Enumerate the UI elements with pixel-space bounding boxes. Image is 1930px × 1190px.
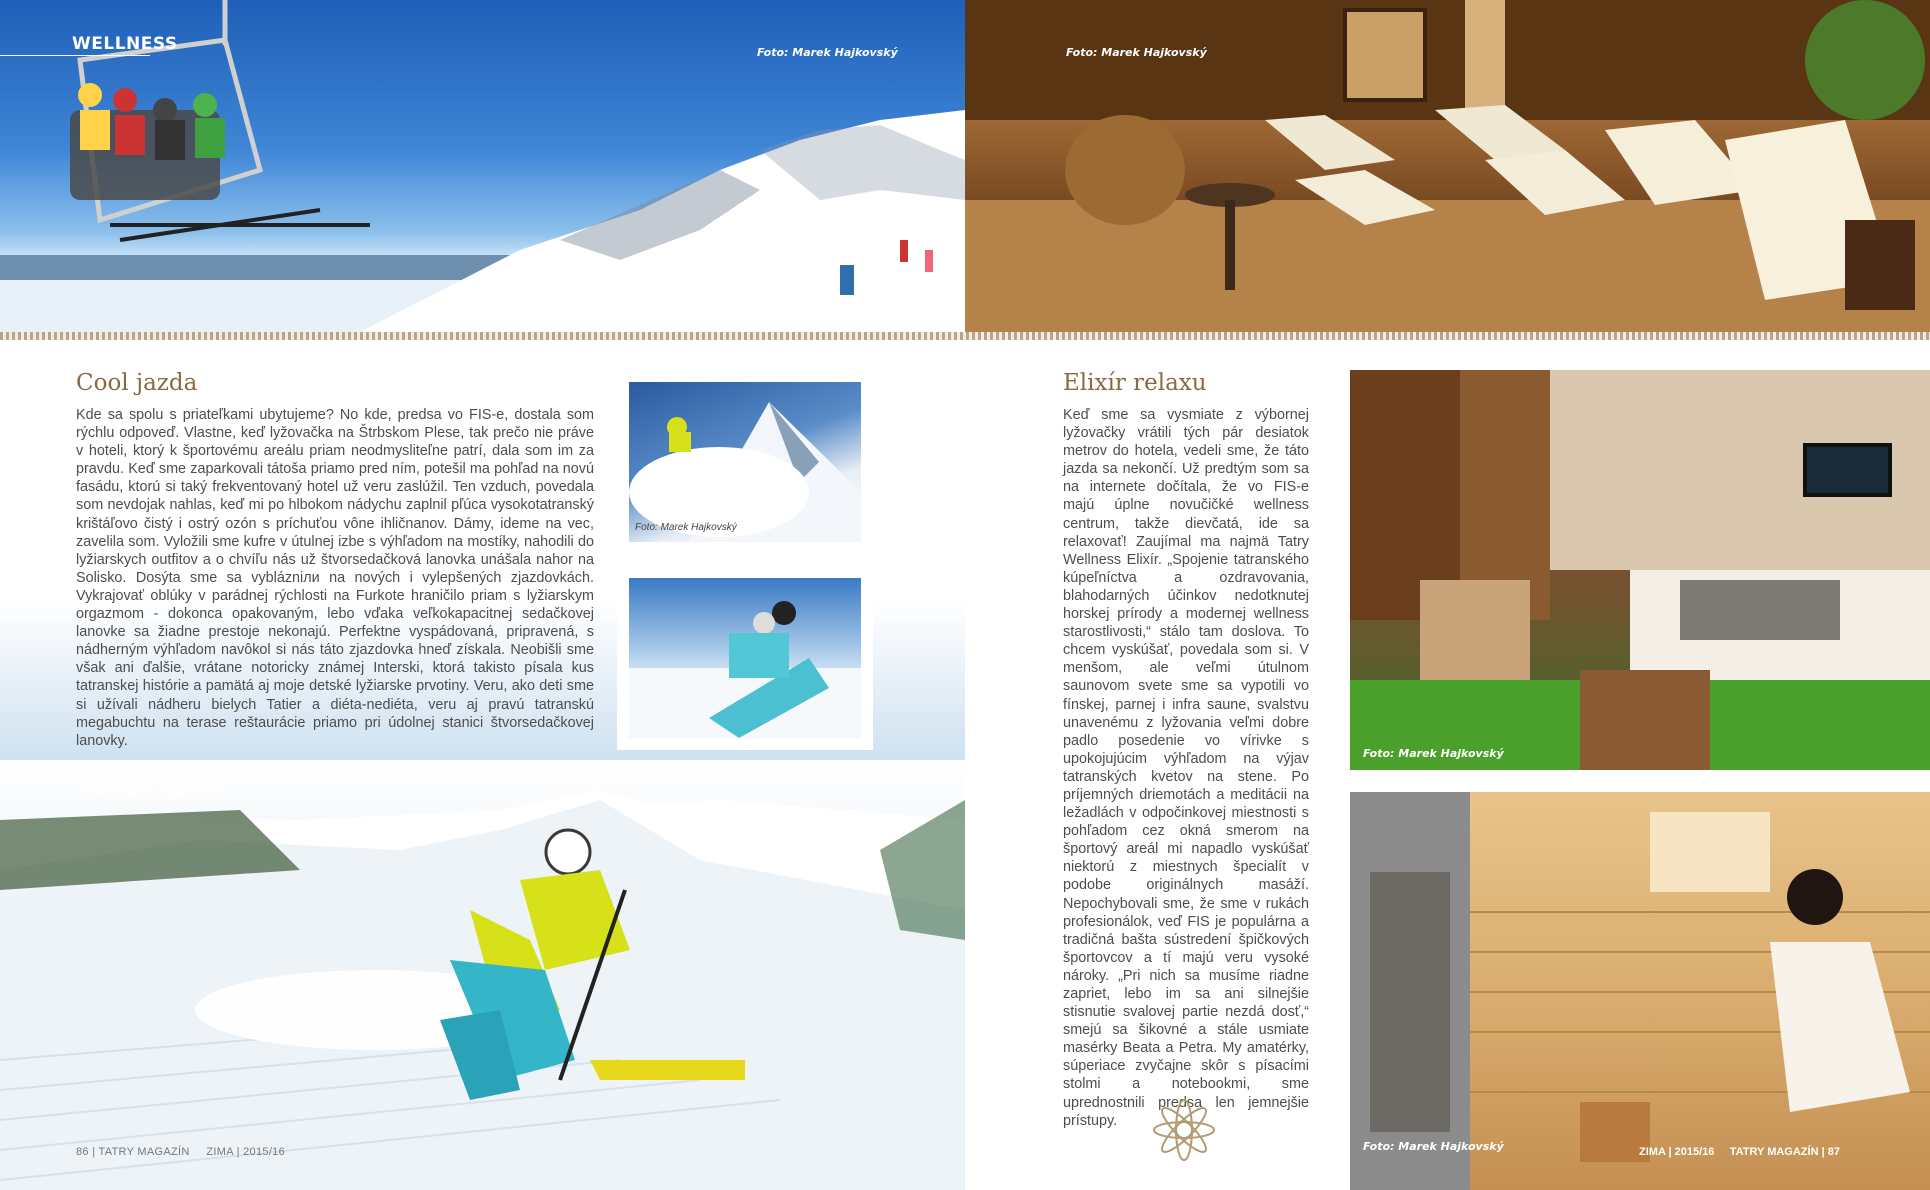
photo-credit: Foto: Marek Hajkovský (1363, 747, 1504, 760)
photo-credit: Foto: Marek Hajkovský (81, 785, 222, 798)
photo-freeride (629, 382, 861, 542)
page-number: 87 (1827, 1146, 1840, 1158)
photo-sun-lounger (629, 578, 861, 738)
article-title-elixir-relaxu: Elixír relaxu (1063, 370, 1207, 396)
issue-label: ZIMA | 2015/16 (206, 1146, 286, 1158)
photo-credit: Foto: Marek Hajkovský (1363, 1140, 1504, 1153)
sunbathing-scene (629, 578, 861, 738)
issue-label: ZIMA | 2015/16 (1639, 1146, 1715, 1158)
photo-sauna (1350, 792, 1930, 1190)
photo-skier (0, 760, 965, 1190)
inset-photos-frame (617, 370, 873, 750)
section-label: WELLNESS (72, 34, 178, 54)
photo-hotel-room (1350, 370, 1930, 770)
photo-credit: Foto: Marek Hajkovský (757, 46, 898, 59)
footer-right: ZIMA | 2015/16 TATRY MAGAZÍN | 87 (1639, 1146, 1840, 1158)
sauna-scene (1350, 792, 1930, 1190)
section-label-underline (0, 55, 150, 56)
freeride-scene (629, 382, 861, 542)
article-body-cool-jazda: Kde sa spolu s priateľkami ubytujeme? No kde, predsa vo FIS-e, dostala som rýchlu odpoveď. Vlastne, keď lyžovačka na Štrbskom Plese, tak prečo nie práve v hoteli, ktorý k športovému areálu priam neodmysliteľne patrí, dala som im za pravdu. Keď sme zaparkovali tátoša priamo pred ním, potešil ma pohľad na novú fasádu, ktorú si taký frekventovaný hotel už veru zaslúžil. Ten vzduch, povedala som nevdojak nahlas, keď mi po hlbokom nádychu zaplnil pľúca vysokotatranský krištáľovo čistý i ostrý ozón s príchuťou vône ihličnanov. Dámy, ideme na vec, zavelila som. Vyložili sme kufre v útulnej izbe s výhľadom na mostíky, nahodili do lyžiarskych outfitov a o chvíľu nás už štvorsedačková lanovka unášala nahor na Solisko. Dosýta sme sa vyblázniли na nových i vylepšených zjazdovkách. Vykrajovať oblúky v parádnej rýchlosti na Furkote hraničilo priam s lyžiarskym orgazmom - dokonca opakovaným, lebo vďaka veľkokapacitnej sedačkovej lanovke sa žiadne prestoje nekonajú. Perfektne vyspádovaná, pripravená, s nádherným výhľadom navôkol si nás táto zjazdovka hneď získala. Neobišli sme však ani ďalšie, vrátane notoricky známej Interski, ktorá takisto písala kus tatranskej histórie a pamätá aj moje detské lyžiarske prvotiny. Veru, ako deti sme si užívali nádheru bielych Tatier a diéta-nediéta, veru aj pravú tatranskú megabuchtu na terase reštaurácie priamo pri údolnej stanici štvorsedačkovej lanovky. (76, 407, 594, 749)
photo-chairlift (0, 0, 965, 332)
article-body-elixir-relaxu: Keď sme sa vysmiate z výbornej lyžovačky vrátili tých pár desiatok metrov do hotela, vedeli sme, že táto jazda sa nekončí. Už predtým som sa na internete dočítala, že vo FIS-e majú úplne novučičké wellness centrum, takže dievčatá, ide sa relaxovať! Zaujímal ma najmä Tatry Wellness Elixír. „Spojenie tatranského kúpeľníctva a ozdravovania, blahodarných účinkov nedotknutej horskej prírody a modernej wellness starostlivosti,“ stálo tam doslova. To chcem vyskúšať, povedala som si. V menšom, ale veľmi útulnom saunovom svete sme sa vypotili vo fínskej, parnej i infra saune, svalstvu unavenému z lyžovania veľmi dobre padlo posedenie vo vírivke s upokojujúcim výhľadom na výjav tatranských kvetov na stene. Po príjemných driemotách a meditácii na ležadlách v odpočinkovej miestnosti s pohľadom cez okná smerom na športový areál mi napadlo vyskúšať niektorú z miestnych špecialít v podobe originálnych masáží. Nepochybovali sme, že sme v rukách profesionálok, veď FIS je populárna a tradičná bašta sústredení špičkových športovcov a tí majú veru vysoké nároky. „Pri nich sa musíme riadne zapriet, lebo im sa ani silnejšie stisnutie svalovej partie nezdá dosť,“ smejú sa šikovné a stále usmiate masérky Beata a Petra. My amatérky, súperiace zvyčajne skôr s písacími stolmi a notebookmi, sme uprednostnili predsa len jemnejšie prístupy. (1063, 407, 1309, 1129)
edelweiss-icon (1144, 1090, 1224, 1170)
hotel-room-scene (1350, 370, 1930, 770)
magazine-name: TATRY MAGAZÍN (98, 1146, 190, 1158)
photo-credit: Foto: Marek Hajkovský (1066, 46, 1207, 59)
decorative-divider (0, 332, 1930, 340)
article-title-cool-jazda: Cool jazda (76, 370, 198, 396)
photo-credit: Foto: Marek Hajkovský (635, 522, 737, 533)
photo-relax-room (965, 0, 1930, 332)
footer-left: 86 | TATRY MAGAZÍN ZIMA | 2015/16 (76, 1146, 286, 1158)
magazine-name: TATRY MAGAZÍN (1729, 1146, 1819, 1158)
page-number: 86 (76, 1146, 89, 1158)
skier-scene (0, 760, 965, 1190)
